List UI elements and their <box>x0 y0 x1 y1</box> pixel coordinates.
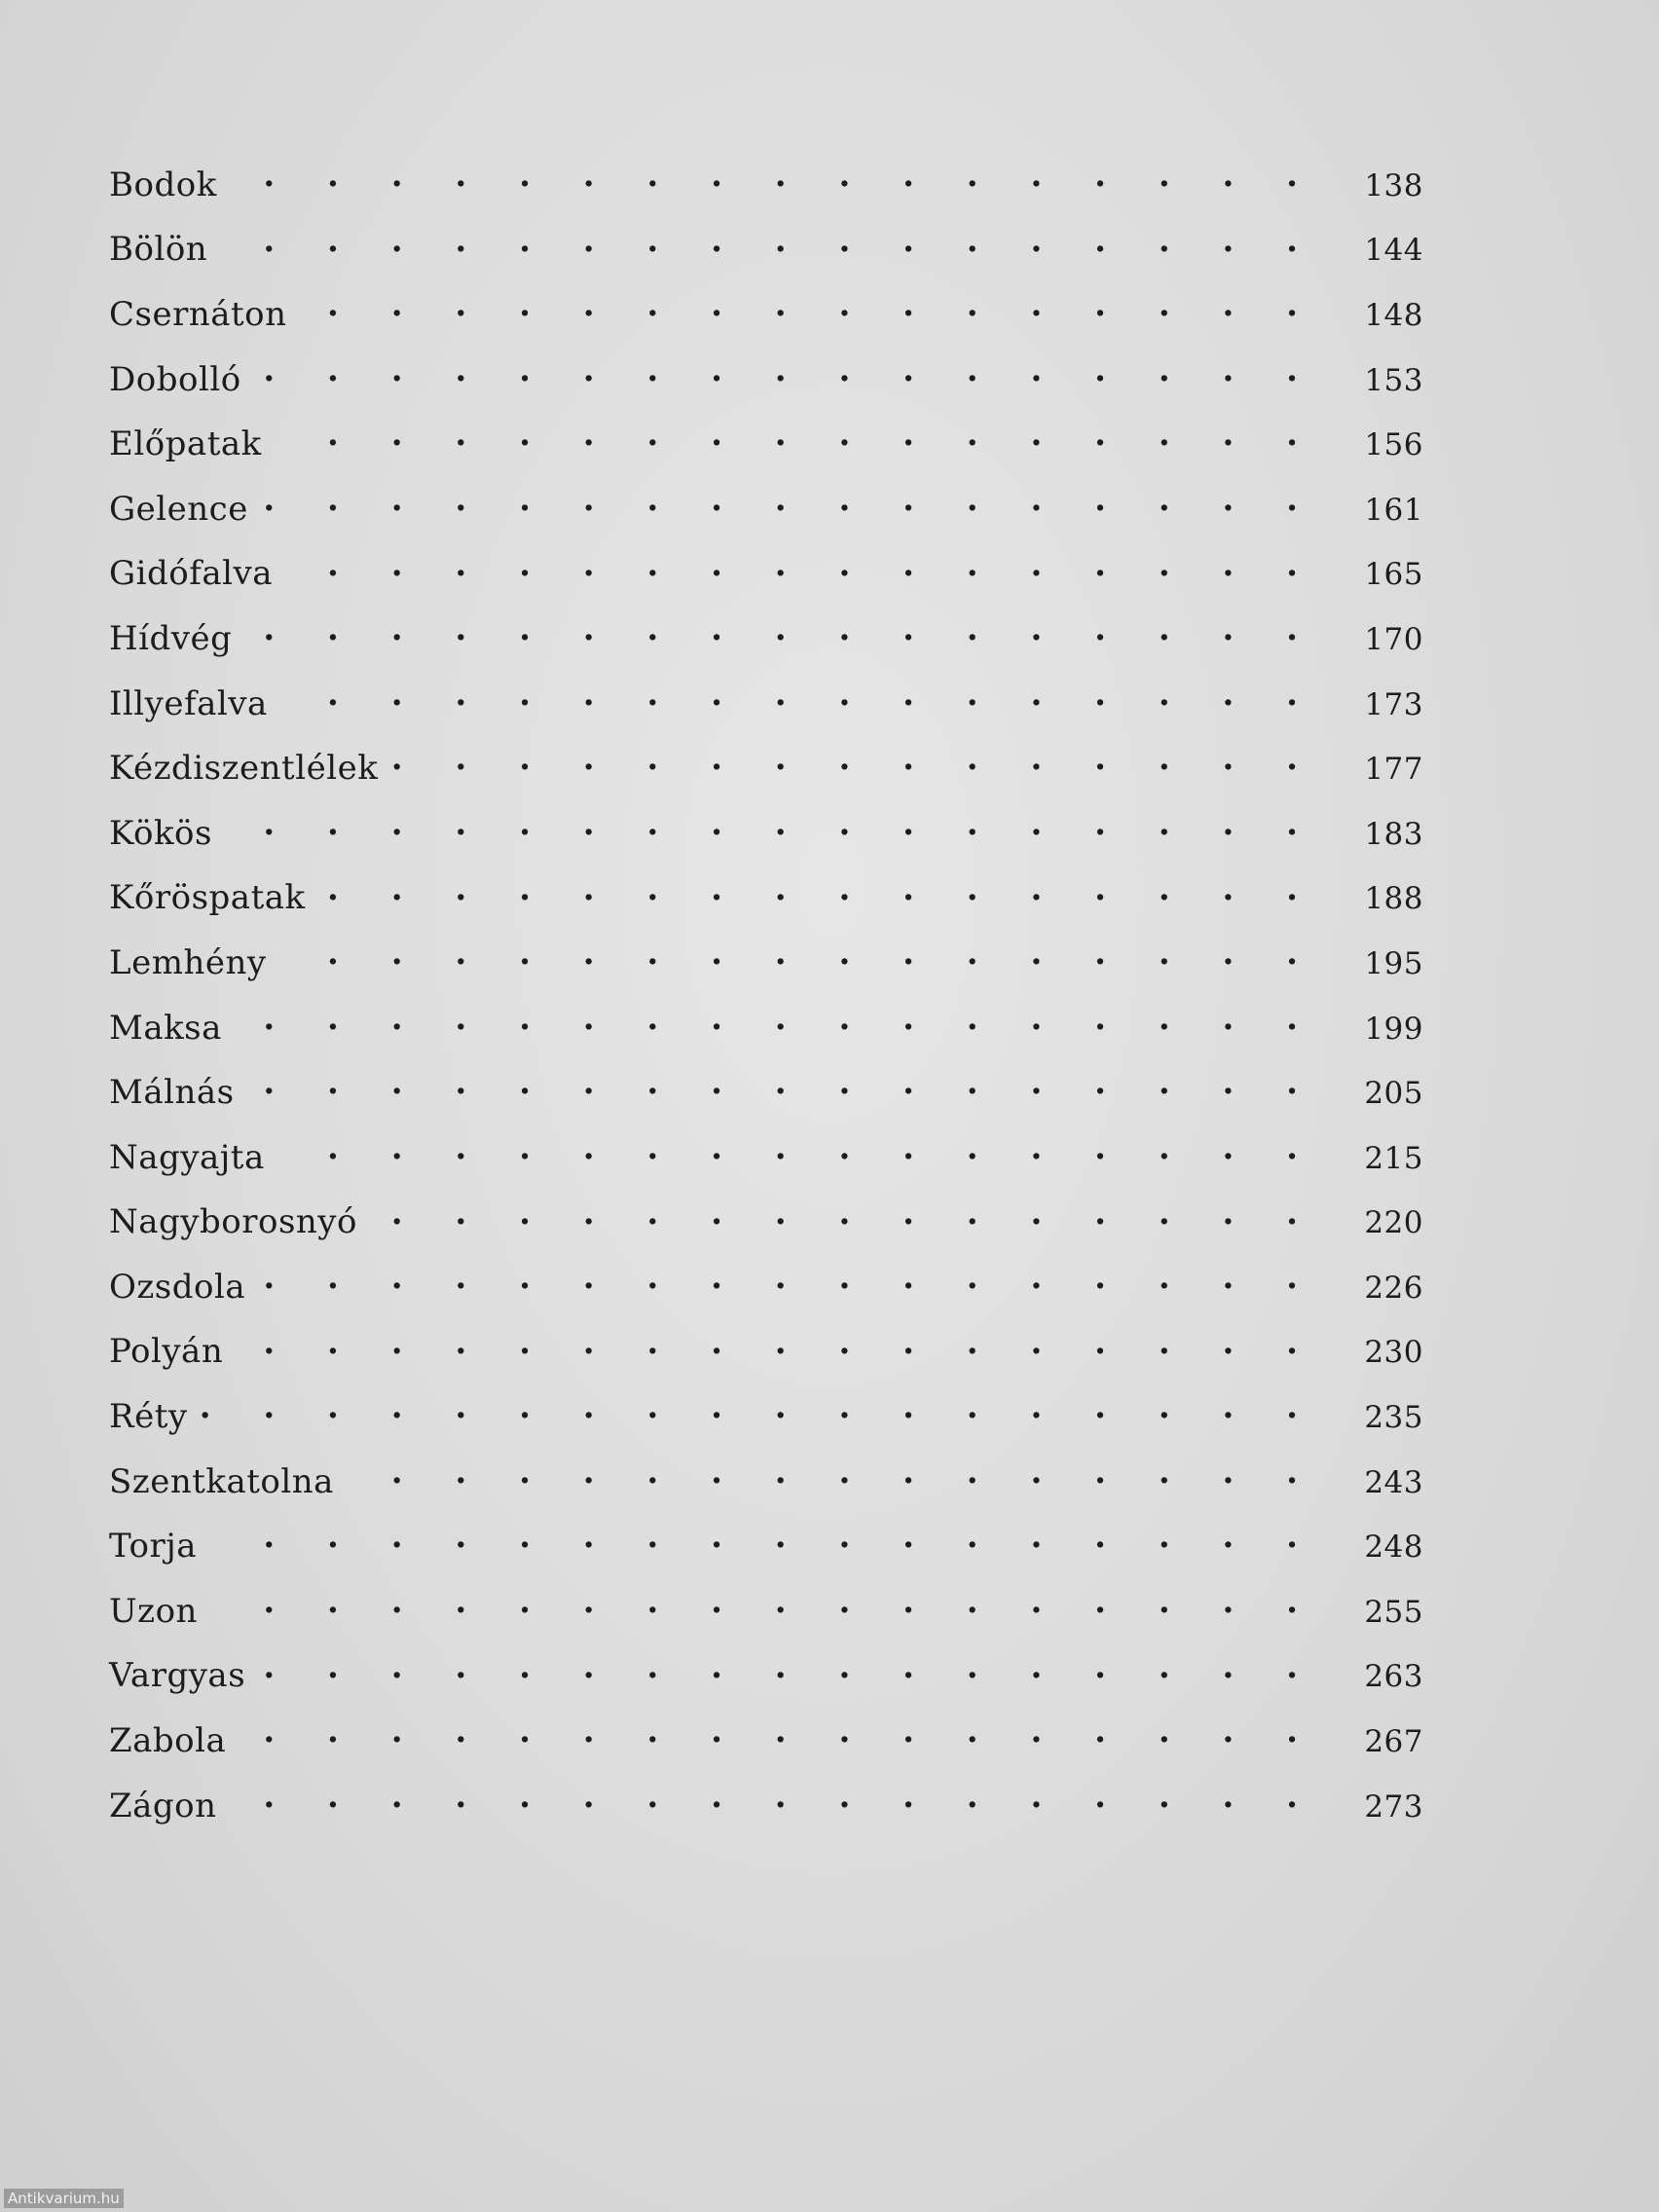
toc-entry-page-number: 195 <box>1364 945 1423 981</box>
dot-leader <box>245 609 1318 649</box>
dot-leader <box>211 1582 1318 1622</box>
toc-entry-name: Dobolló <box>109 359 241 399</box>
toc-entry-name: Gelence <box>109 489 248 529</box>
table-of-contents <box>109 156 1423 1841</box>
dot-leader <box>319 869 1318 909</box>
toc-entry-name: Előpatak <box>109 424 262 464</box>
dot-leader <box>210 1517 1318 1557</box>
toc-entry-page-number: 165 <box>1364 557 1423 593</box>
toc-entry <box>109 1194 1423 1259</box>
dot-leader <box>391 739 1318 779</box>
toc-entry-name: Zágon <box>109 1786 217 1825</box>
toc-entry-page-number: 248 <box>1364 1530 1423 1566</box>
toc-entry <box>109 934 1423 999</box>
toc-entry-name: Csernáton <box>109 294 287 334</box>
toc-entry-name: Nagyborosnyó <box>109 1202 357 1242</box>
toc-entry <box>109 609 1423 675</box>
dot-leader <box>286 545 1318 585</box>
dot-leader <box>202 1387 1318 1427</box>
toc-entry-name: Torja <box>109 1527 198 1567</box>
dot-leader <box>221 221 1318 261</box>
toc-entry <box>109 1453 1423 1518</box>
watermark: Antikvarium.hu <box>4 2189 124 2208</box>
toc-entry-page-number: 230 <box>1364 1335 1423 1371</box>
toc-entry <box>109 1647 1423 1713</box>
toc-entry <box>109 221 1423 286</box>
toc-entry-page-number: 243 <box>1364 1464 1423 1500</box>
toc-entry-name: Hídvég <box>109 618 233 658</box>
dot-leader <box>231 1777 1318 1817</box>
dot-leader <box>371 1194 1318 1234</box>
toc-entry-page-number: 235 <box>1364 1400 1423 1436</box>
toc-entry <box>109 415 1423 480</box>
dot-leader <box>240 1712 1318 1751</box>
dot-leader <box>236 999 1318 1039</box>
dot-leader <box>262 480 1318 520</box>
toc-entry-page-number: 138 <box>1364 167 1423 203</box>
toc-entry <box>109 739 1423 804</box>
dot-leader <box>301 285 1318 325</box>
toc-entry-page-number: 144 <box>1364 233 1423 269</box>
toc-entry-page-number: 267 <box>1364 1724 1423 1760</box>
toc-entry-page-number: 263 <box>1364 1659 1423 1695</box>
toc-entry <box>109 1128 1423 1194</box>
toc-entry-page-number: 183 <box>1364 816 1423 852</box>
toc-entry <box>109 156 1423 221</box>
toc-entry-page-number: 215 <box>1364 1140 1423 1176</box>
toc-entry-page-number: 220 <box>1364 1205 1423 1241</box>
dot-leader <box>348 1453 1318 1493</box>
toc-entry <box>109 1063 1423 1128</box>
toc-entry-name: Bodok <box>109 165 217 204</box>
dot-leader <box>255 350 1318 390</box>
toc-entry-name: Kökös <box>109 813 212 853</box>
toc-entry-name: Lemhény <box>109 942 267 982</box>
dot-leader <box>248 1063 1318 1103</box>
toc-entry-page-number: 177 <box>1364 752 1423 788</box>
toc-entry <box>109 350 1423 416</box>
toc-entry-page-number: 273 <box>1364 1788 1423 1825</box>
toc-entry <box>109 999 1423 1064</box>
toc-entry-page-number: 170 <box>1364 621 1423 657</box>
toc-entry-name: Illyefalva <box>109 683 268 723</box>
toc-entry-name: Polyán <box>109 1332 224 1372</box>
toc-entry <box>109 545 1423 610</box>
toc-entry <box>109 1777 1423 1842</box>
dot-leader <box>276 415 1318 455</box>
toc-entry-name: Maksa <box>109 1008 222 1048</box>
toc-entry <box>109 1517 1423 1582</box>
toc-entry-page-number: 205 <box>1364 1076 1423 1112</box>
toc-entry-name: Ozsdola <box>109 1267 246 1307</box>
dot-leader <box>278 1128 1318 1168</box>
toc-entry-name: Zabola <box>109 1721 227 1761</box>
toc-entry <box>109 1323 1423 1388</box>
toc-entry-name: Szentkatolna <box>109 1461 334 1501</box>
toc-entry-page-number: 188 <box>1364 881 1423 917</box>
toc-entry <box>109 285 1423 350</box>
toc-entry <box>109 1258 1423 1323</box>
toc-entry <box>109 1582 1423 1647</box>
dot-leader <box>226 804 1318 844</box>
toc-entry-page-number: 161 <box>1364 492 1423 528</box>
toc-entry <box>109 480 1423 545</box>
toc-entry-name: Vargyas <box>109 1656 246 1696</box>
toc-entry-name: Réty <box>109 1397 188 1437</box>
toc-entry-page-number: 255 <box>1364 1594 1423 1630</box>
toc-entry <box>109 869 1423 935</box>
toc-entry-page-number: 226 <box>1364 1270 1423 1306</box>
toc-entry-page-number: 148 <box>1364 297 1423 333</box>
toc-entry-name: Málnás <box>109 1073 235 1113</box>
toc-entry-name: Bölön <box>109 230 208 270</box>
dot-leader <box>259 1258 1318 1298</box>
dot-leader <box>259 1647 1318 1687</box>
toc-entry-name: Gidófalva <box>109 554 273 594</box>
toc-entry-name: Kőröspatak <box>109 878 306 918</box>
dot-leader <box>237 1323 1318 1363</box>
toc-entry-page-number: 153 <box>1364 362 1423 398</box>
toc-entry <box>109 1387 1423 1453</box>
dot-leader <box>231 156 1318 196</box>
toc-entry <box>109 675 1423 740</box>
toc-entry-name: Kézdiszentlélek <box>109 749 379 789</box>
toc-entry <box>109 804 1423 869</box>
toc-entry-page-number: 156 <box>1364 427 1423 463</box>
toc-entry-name: Uzon <box>109 1591 198 1631</box>
toc-entry-page-number: 199 <box>1364 1011 1423 1047</box>
toc-entry-name: Nagyajta <box>109 1137 265 1177</box>
dot-leader <box>281 675 1318 715</box>
toc-entry <box>109 1712 1423 1777</box>
toc-entry-page-number: 173 <box>1364 686 1423 722</box>
dot-leader <box>280 934 1318 974</box>
